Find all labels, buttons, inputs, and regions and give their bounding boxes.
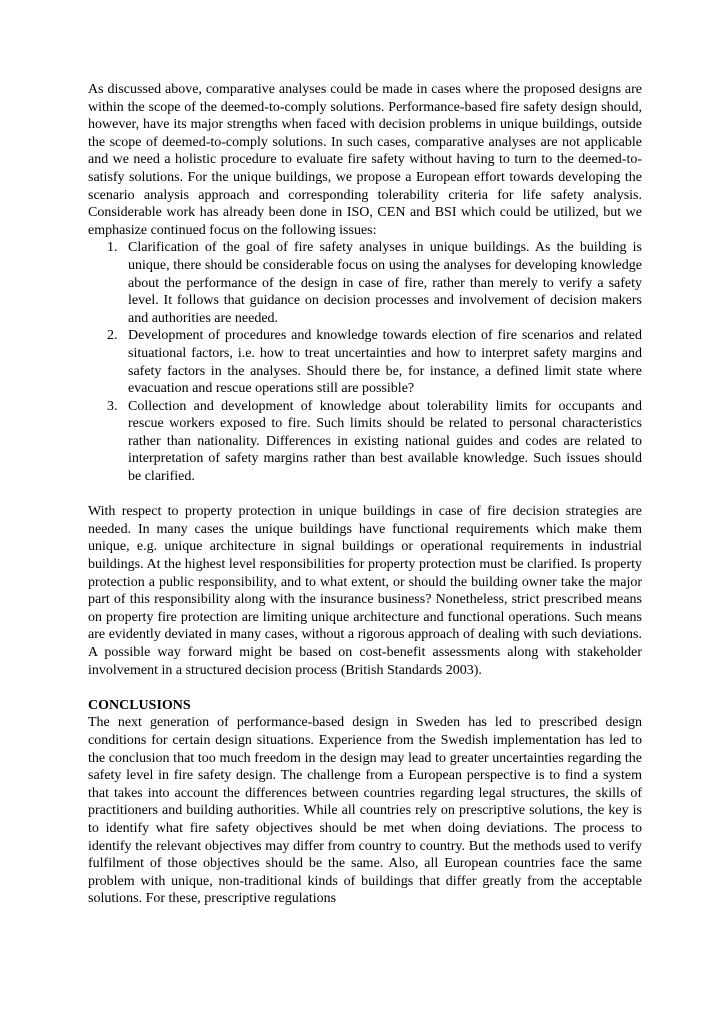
document-page <box>88 81 642 908</box>
conclusions-paragraph: The next generation of performance-based design in Sweden has led to prescribed design conditions for certain design situations. Experience from the Swedish implementation has led to the conclusion that too much freedom in the design may lead to greater uncertainties regarding the safety level in fire safety design. The challenge from a European perspective is to find a system that takes into account the differences between countries regarding legal structures, the skills of practitioners and building authorities. While all countries rely on prescriptive solutions, the key is to identify what fire safety objectives should be met when doing deviations. The process to identify the relevant objectives may differ from country to country. But the methods used to verify fulfilment of those objectives should be the same. Also, all European countries face the same problem with unique, non-traditional kinds of buildings that differ greatly from the acceptable solutions. For these, prescriptive regulations <box>88 715 642 907</box>
paragraph-spacer <box>88 486 642 504</box>
list-item <box>107 327 642 397</box>
intro-paragraph: As discussed above, comparative analyses could be made in cases where the proposed designs are within the scope of the deemed-to-comply solutions. Performance-based fire safety design should, however, have its major strengths when faced with decision problems in unique buildings, outside the scope of deemed-to-comply solutions. In such cases, comparative analyses are not applicable and we need a holistic procedure to evaluate fire safety without having to turn to the deemed-to-satisfy solutions. For the unique buildings, we propose a European effort towards developing the scenario analysis approach and corresponding tolerability criteria for life safety analysis. Considerable work has already been done in ISO, CEN and BSI which could be utilized, but we emphasize continued focus on the following issues: <box>88 82 642 238</box>
property-paragraph: With respect to property protection in unique buildings in case of fire decision strategies are needed. In many cases the unique buildings have functional requirements which make them unique, e.g. unique architecture in signal buildings or operational requirements in industrial buildings. At the highest level responsibilities for property protection must be clarified. Is property protection a public responsibility, and to what extent, or should the building owner take the major part of this responsibility along with the insurance business? Nonetheless, strict prescribed means on property fire protection are limiting unique architecture and functional operations. Such means are evidently deviated in many cases, without a rigorous approach of dealing with such deviations. A possible way forward might be based on cost-benefit assessments along with stakeholder involvement in a structured decision process (British Standards 2003). <box>88 504 642 678</box>
list-item-number: 3. <box>107 398 118 414</box>
list-item-number: 2. <box>107 328 118 344</box>
paragraph-spacer <box>88 679 642 697</box>
list-item-number: 1. <box>107 240 118 256</box>
list-item <box>107 398 642 486</box>
list-item <box>107 239 642 327</box>
list-item-text: Development of procedures and knowledge towards election of fire scenarios and related situational factors, i.e. how to treat uncertainties and how to interpret safety margins and safety factors in the analyses. Should there be, for instance, a defined limit state where evacuation and rescue operations still are possible? <box>128 328 642 397</box>
list-item-text: Clarification of the goal of fire safety analyses in unique buildings. As the building is unique, there should be considerable focus on using the analyses for developing knowledge about the performance of the design in case of fire, rather than merely to verify a safety level. It follows that guidance on decision processes and involvement of decision makers and authorities are needed. <box>128 240 642 326</box>
list-item-text: Collection and development of knowledge about tolerability limits for occupants and rescue workers exposed to fire. Such limits should be related to personal characteristics rather than nationality. Differences in existing national guides and codes are related to interpretation of safety margins rather than best available knowledge. Such issues should be clarified. <box>128 398 642 485</box>
issues-list <box>88 239 642 485</box>
conclusions-heading: CONCLUSIONS <box>88 697 191 713</box>
